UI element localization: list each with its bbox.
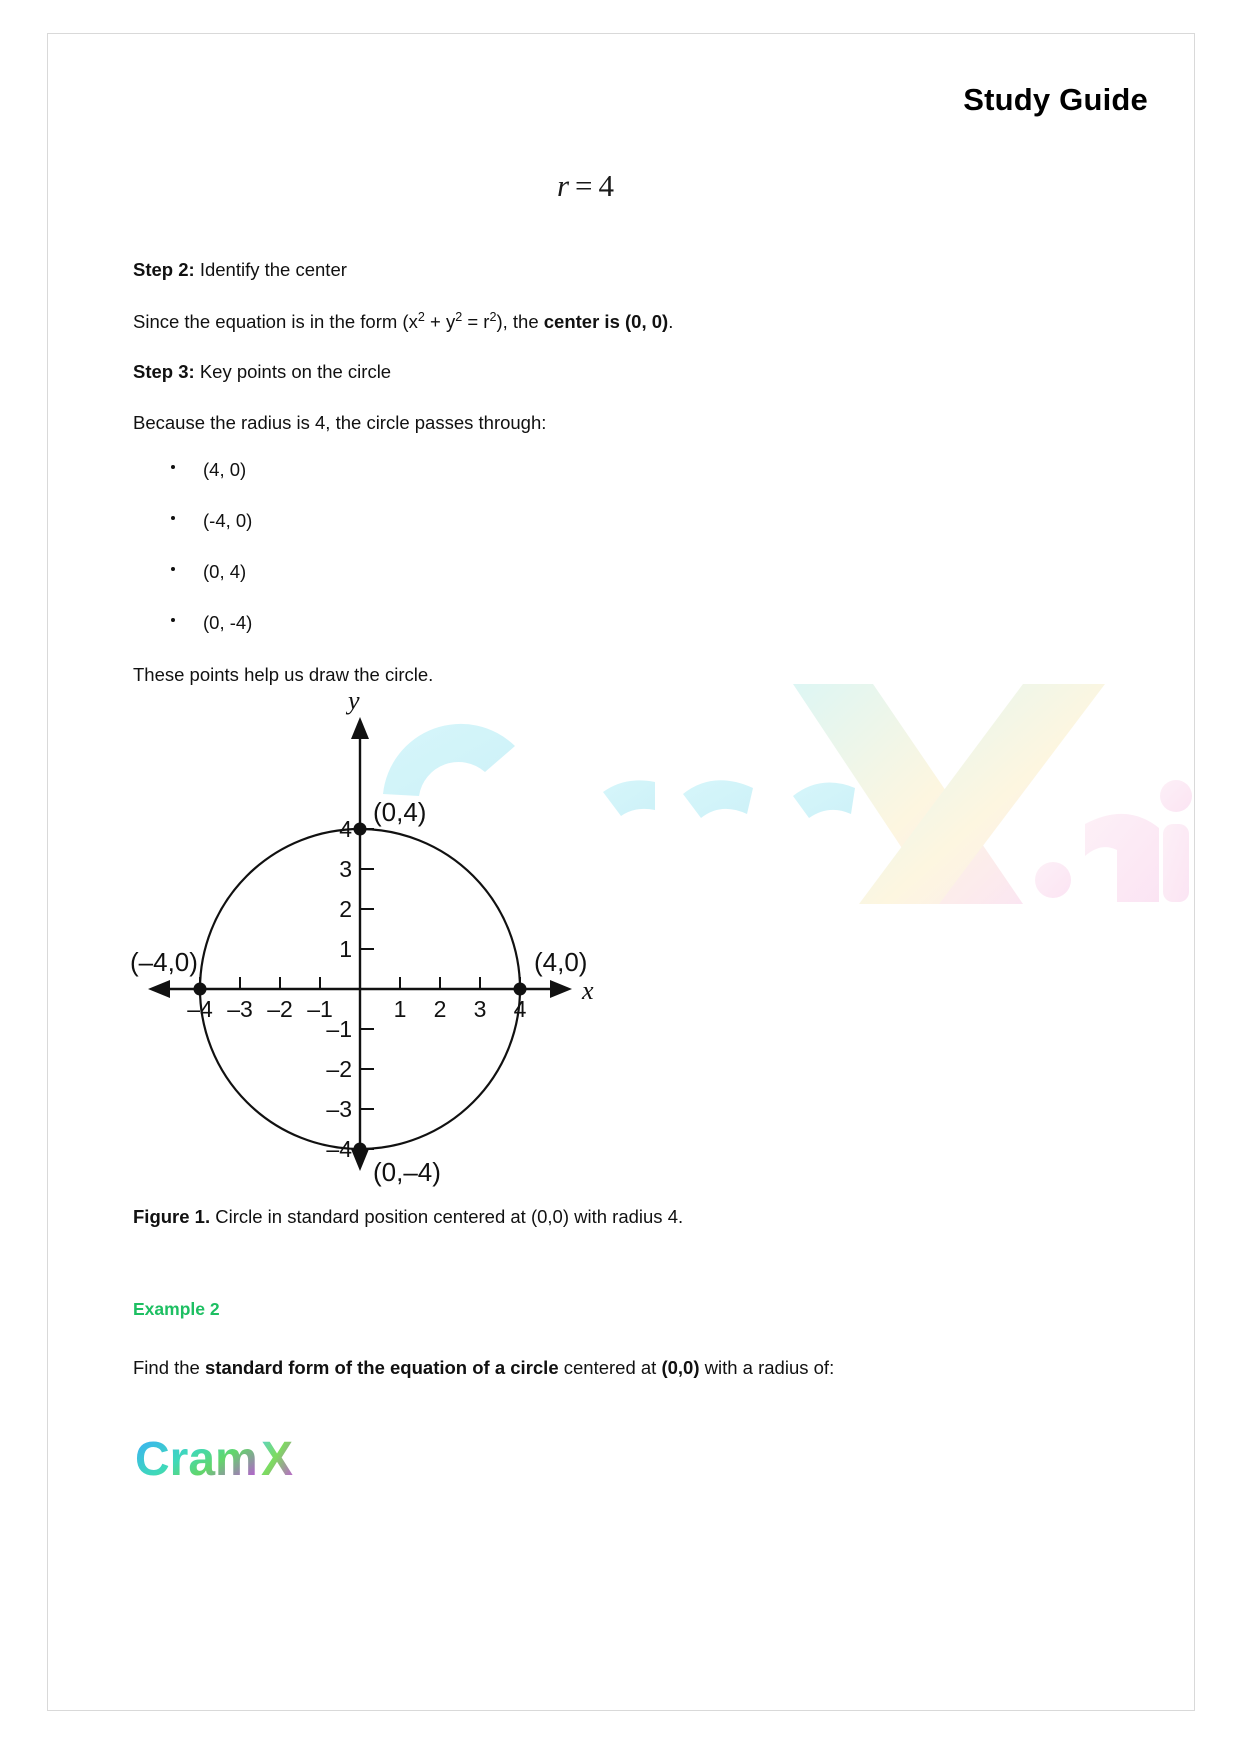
since-mid-1: + y [424,311,456,332]
step-2-text: Identify the center [194,259,347,280]
center-explanation [133,310,673,335]
list-item [133,510,633,561]
since-sup-3: 2 [489,309,497,324]
x-tick-label: 2 [433,996,447,1022]
figure-caption-text: Circle in standard position centered at (0,0) with radius 4. [210,1206,684,1227]
y-axis-label: y [348,689,360,715]
watermark-dot [1035,862,1071,898]
point-marker-4-0 [514,983,527,996]
example-2-heading: Example 2 [133,1299,220,1319]
since-sup-2: 2 [455,309,463,324]
radius-explanation: Because the radius is 4, the circle passes through: [133,412,547,433]
watermark-a-letter [1085,814,1159,902]
point-marker-0-4 [354,823,367,836]
since-mid-2: = r [462,311,490,332]
y-tick-label: 3 [339,856,352,882]
center-bold: center is (0, 0) [543,311,669,332]
x-tick-label: –3 [227,996,253,1022]
figure-caption-label: Figure 1. [133,1206,211,1227]
document-page [47,33,1195,1711]
x-tick-label: –1 [307,996,333,1022]
key-points-list [133,459,633,663]
logo-text-x: X [261,1433,294,1486]
point-label-neg4-0: (–4,0) [130,947,198,977]
since-mid-3: ), the [496,311,544,332]
point-label-4-0: (4,0) [534,947,588,977]
watermark-i-letter [1163,824,1189,902]
axes-group [158,729,560,1159]
find-prefix: Find the [133,1357,205,1378]
figure-caption [133,1205,683,1230]
circle-figure [130,689,1035,1189]
x-axis-left-arrow-icon [148,980,170,998]
equation-operator: = [575,168,593,203]
y-tick-label: 1 [339,936,352,962]
find-suffix: with a radius of: [699,1357,835,1378]
y-tick-label: 2 [339,896,352,922]
list-item [133,561,633,612]
find-bold-origin: (0,0) [661,1357,700,1378]
step-3-heading [133,360,391,385]
display-equation [133,168,1038,204]
circle-graph [130,689,690,1189]
y-tick-label: –4 [326,1136,352,1162]
bullet-dot-icon [171,618,175,622]
bullet-dot-icon [171,516,175,520]
x-tick-label: –2 [267,996,293,1022]
step-2-heading [133,258,347,283]
x-axis-right-arrow-icon [550,980,572,998]
watermark-i-dot [1160,780,1192,812]
example-2-prompt [133,1356,834,1381]
since-suffix: . [668,311,674,332]
x-axis-label: x [582,976,594,1005]
find-mid: centered at [558,1357,662,1378]
find-bold-standard-form: standard form of the equation of a circle [205,1357,559,1378]
bullet-dot-icon [171,465,175,469]
list-item-label: (0, 4) [203,561,247,582]
list-item-label: (-4, 0) [203,510,253,531]
x-tick-label: 1 [393,996,407,1022]
step-3-label: Step 3: [133,361,195,382]
these-points-text: These points help us draw the circle. [133,664,434,685]
bullet-dot-icon [171,567,175,571]
list-item-label: (4, 0) [203,459,247,480]
list-item [133,612,633,663]
point-marker-neg4-0 [194,983,207,996]
x-tick-label: 4 [513,996,527,1022]
list-item [133,459,633,510]
since-sup-1: 2 [417,309,425,324]
step-2-label: Step 2: [133,259,195,280]
x-tick-label: 3 [473,996,487,1022]
x-tick-label: –4 [187,996,213,1022]
y-tick-label: 4 [339,816,352,842]
step-3-text: Key points on the circle [194,361,392,382]
y-tick-label: –2 [326,1056,352,1082]
point-label-0-neg4: (0,–4) [373,1157,441,1187]
list-item-label: (0, -4) [203,612,253,633]
point-label-0-4: (0,4) [373,797,427,827]
cramx-logo [133,1427,343,1489]
logo-text-cram: Cram [135,1433,258,1486]
since-prefix: Since the equation is in the form (x [133,311,418,332]
page-title: Study Guide [963,82,1148,117]
equation-variable: r [556,168,570,203]
y-axis-up-arrow-icon [351,717,369,739]
y-tick-label: –1 [326,1016,352,1042]
y-tick-label: –3 [326,1096,352,1122]
equation-value: 4 [598,168,615,203]
point-marker-0-neg4 [354,1143,367,1156]
